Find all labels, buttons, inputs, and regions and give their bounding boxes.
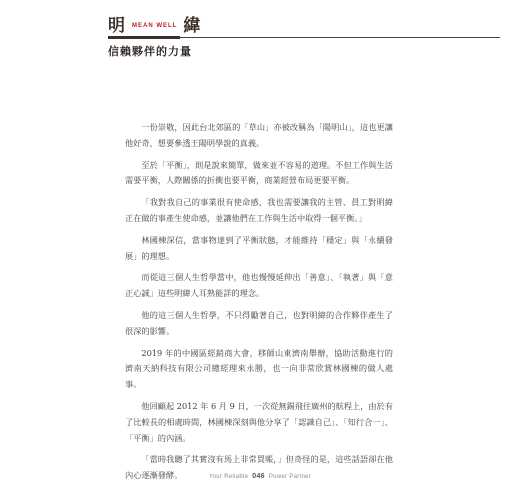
paragraph: 一份崇敬，因此台北郊區的「草山」亦被改稱為「陽明山」，這也更讓他好奇，想要參透王陽明學說的真義。 [125,122,393,148]
paragraph: 他回顧起 2012 年 6 月 9 日，一次從無錫飛往廣州的航程上，由於有了比較長的相處時間，林國棟深刻與他分享了「認識自己」、「知行合一」、「平衡」的內涵。 [125,400,393,443]
brand-logo [108,10,201,36]
body-text [125,120,393,490]
brand-char-right: 緯 [183,15,202,36]
paragraph: 至於「平衡」，則是說來簡單，做來並不容易的道理。不但工作與生活需要平衡，人際關係的折衝也要平衡，商業經營布局更要平衡。 [125,159,393,186]
footer-right-text: Power Partner [268,474,312,480]
page-number: 046 [252,473,265,480]
paragraph: 林國棟深信，當事物達到了平衡狀態，才能維持「穩定」與「永續發展」的理想。 [125,234,393,261]
section-subtitle: 信賴夥伴的力量 [108,45,192,58]
page-header [108,10,508,64]
paragraph: 2019 年的中國區經銷商大會，移師山東濟南舉辦，協助活動進行的濟南天納科技有限公司總經理來永勝，也一向非常欣賞林國棟的做人處事。 [125,347,393,390]
header-rule [108,36,500,40]
page-footer [0,473,520,480]
brand-wordmark: MEAN WELL [132,23,178,29]
paragraph: 「當時我聽了其實沒有馬上非常買帳，」但奇怪的是，這些話語卻在他內心逐漸發酵。 [125,454,393,481]
paragraph: 「我對我自己的事業很有使命感，我也需要讓我的主管、員工對明緯正在做的事產生使命感，並讓他們在工作與生活中取得一個平衡。」 [125,197,393,223]
footer-left-text: Your Reliable [208,474,249,480]
paragraph: 而從這三個人生哲學當中，他也慢慢延伸出「善意」、「執著」與「意正心誠」這些明緯人耳熟能詳的理念。 [125,272,393,299]
header-rule-accent [108,36,180,39]
brand-char-left: 明 [108,15,126,36]
paragraph: 他的這三個人生哲學，不只得勵著自己，也對明緯的合作夥伴產生了很深的影響。 [125,309,393,336]
